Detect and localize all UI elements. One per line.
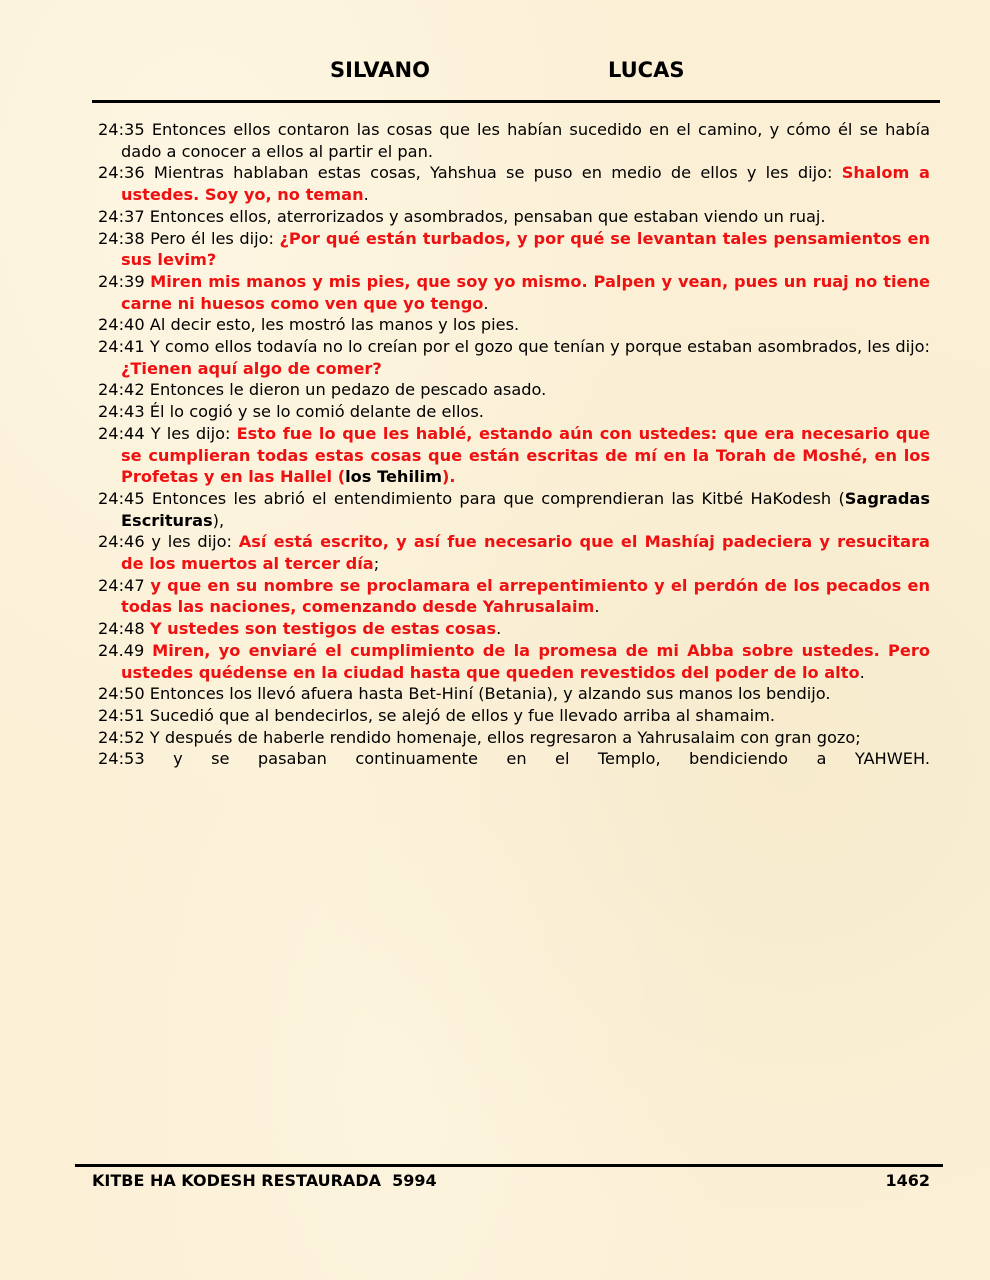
verse	[98, 531, 930, 574]
verse-text: Entonces les abrió el entendimiento para que comprendieran las Kitbé HaKodesh (	[144, 488, 845, 508]
verse-text: Entonces ellos contaron las cosas que les habían sucedido en el camino, y cómo él se había dado a conocer a ellos al partir el pan.	[121, 120, 930, 161]
verse-number: 24:52	[98, 727, 145, 747]
header-divider	[92, 100, 940, 103]
verse-text: .	[363, 185, 369, 205]
verse-number: 24:36	[98, 163, 145, 183]
verse-spoken-text: ¿Por qué están turbados, y por qué se levantan tales pensamientos en sus levim?	[121, 228, 930, 270]
verse-number: 24:53	[98, 749, 145, 769]
verse-text: .	[859, 662, 865, 682]
verse-text: Y les dijo:	[144, 423, 237, 443]
verse	[98, 336, 930, 379]
verse-number: 24:41	[98, 337, 145, 357]
verse-spoken-text: Así está escrito, y así fue necesario que el Mashíaj padeciera y resucitara de los muertos al tercer día	[121, 532, 930, 574]
verse-text: Y como ellos todavía no lo creían por el gozo que tenían y porque estaban asombrados, les dijo:	[144, 337, 930, 357]
verse-spoken-text: ).	[441, 467, 456, 487]
verse	[98, 423, 930, 488]
verse-spoken-text: Esto fue lo que les hablé, estando aún con ustedes: que era necesario que se cumplieran todas estas cosas que están escritas de mí en la Torah de Moshé, en los Profetas y en las Hallel (	[121, 423, 930, 487]
verse	[98, 488, 930, 531]
verse-spoken-text: Y ustedes son testigos de estas cosas	[149, 619, 497, 639]
verse-spoken-text: Miren, yo enviaré el cumplimiento de la promesa de mi Abba sobre ustedes. Pero ustedes quédense en la ciudad hasta que queden revestidos del poder de lo alto	[121, 640, 930, 682]
verse	[98, 401, 930, 423]
verse-text: Pero él les dijo:	[144, 228, 280, 248]
verse	[98, 683, 930, 705]
verse-spoken-text: Shalom a ustedes. Soy yo, no teman	[121, 163, 930, 205]
verse-number: 24:39	[98, 271, 145, 291]
verse-spoken-text: y que en su nombre se proclamara el arrepentimiento y el perdón de los pecados en todas las naciones, comenzando desde Yahrusalaim	[121, 575, 930, 617]
page-header	[0, 58, 990, 88]
verse-number: 24:40	[98, 315, 145, 335]
verse-text: .	[594, 597, 600, 617]
verse-text: Al decir esto, les mostró las manos y los pies.	[144, 315, 520, 335]
verse-number: 24:38	[98, 228, 145, 248]
verse-text: Entonces le dieron un pedazo de pescado asado.	[144, 380, 547, 400]
verse-text	[144, 641, 152, 660]
verse-bold-text: Sagradas Escrituras	[121, 488, 930, 530]
verse-number: 24:47	[98, 575, 145, 595]
verse	[98, 228, 930, 271]
verse-text: Y después de haberle rendido homenaje, ellos regresaron a Yahrusalaim con gran gozo;	[144, 727, 861, 747]
verse	[98, 119, 930, 162]
verse	[98, 748, 930, 770]
footer-divider	[75, 1164, 943, 1167]
verse-number: 24:37	[98, 206, 145, 226]
verse	[98, 640, 930, 683]
verse-text: Mientras hablaban estas cosas, Yahshua se puso en medio de ellos y les dijo:	[144, 163, 842, 183]
verse-list	[98, 119, 930, 770]
verse-text: Entonces los llevó afuera hasta Bet-Hiní (Betania), y alzando sus manos los bendijo.	[144, 684, 831, 704]
verse-number: 24:35	[98, 120, 145, 139]
footer-title: KITBE HA KODESH RESTAURADA 5994	[92, 1171, 437, 1190]
verse-number: 24:42	[98, 380, 145, 400]
verse-text: ),	[212, 510, 225, 530]
verse	[98, 575, 930, 618]
page-number: 1462	[885, 1171, 930, 1190]
verse-text: Entonces ellos, aterrorizados y asombrados, pensaban que estaban viendo un ruaj.	[144, 206, 826, 226]
verse-number: 24:44	[98, 423, 145, 443]
verse-text: ;	[373, 554, 380, 574]
verse-number: 24:51	[98, 705, 145, 725]
verse-number: 24.49	[98, 640, 145, 660]
verse-text: .	[483, 293, 489, 313]
verse-text: Él lo cogió y se lo comió delante de ellos.	[144, 402, 484, 422]
verse	[98, 618, 930, 640]
verse-number: 24:45	[98, 488, 145, 508]
verse-number: 24:50	[98, 684, 145, 704]
verse	[98, 206, 930, 228]
verse-number: 24:48	[98, 619, 145, 639]
verse-text: Sucedió que al bendecirlos, se alejó de ellos y fue llevado arriba al shamaim.	[144, 705, 776, 725]
verse-text: y se pasaban continuamente en el Templo, bendiciendo a YAHWEH.	[144, 749, 930, 769]
verse-spoken-text: ¿Tienen aquí algo de comer?	[121, 358, 382, 378]
verse-bold-text: los Tehilim	[345, 467, 442, 487]
header-book: LUCAS	[608, 58, 685, 82]
verse-number: 24:43	[98, 402, 145, 422]
verse	[98, 162, 930, 205]
verse-spoken-text: Miren mis manos y mis pies, que soy yo mismo. Palpen y vean, pues un ruaj no tiene carne ni huesos como ven que yo tengo	[121, 271, 930, 313]
verse	[98, 705, 930, 727]
verse	[98, 271, 930, 314]
verse-number: 24:46	[98, 532, 145, 552]
verse	[98, 727, 930, 749]
header-author: SILVANO	[330, 58, 430, 82]
verse	[98, 379, 930, 401]
verse	[98, 314, 930, 336]
verse-text: .	[496, 619, 502, 639]
verse-text: y les dijo:	[144, 532, 239, 552]
